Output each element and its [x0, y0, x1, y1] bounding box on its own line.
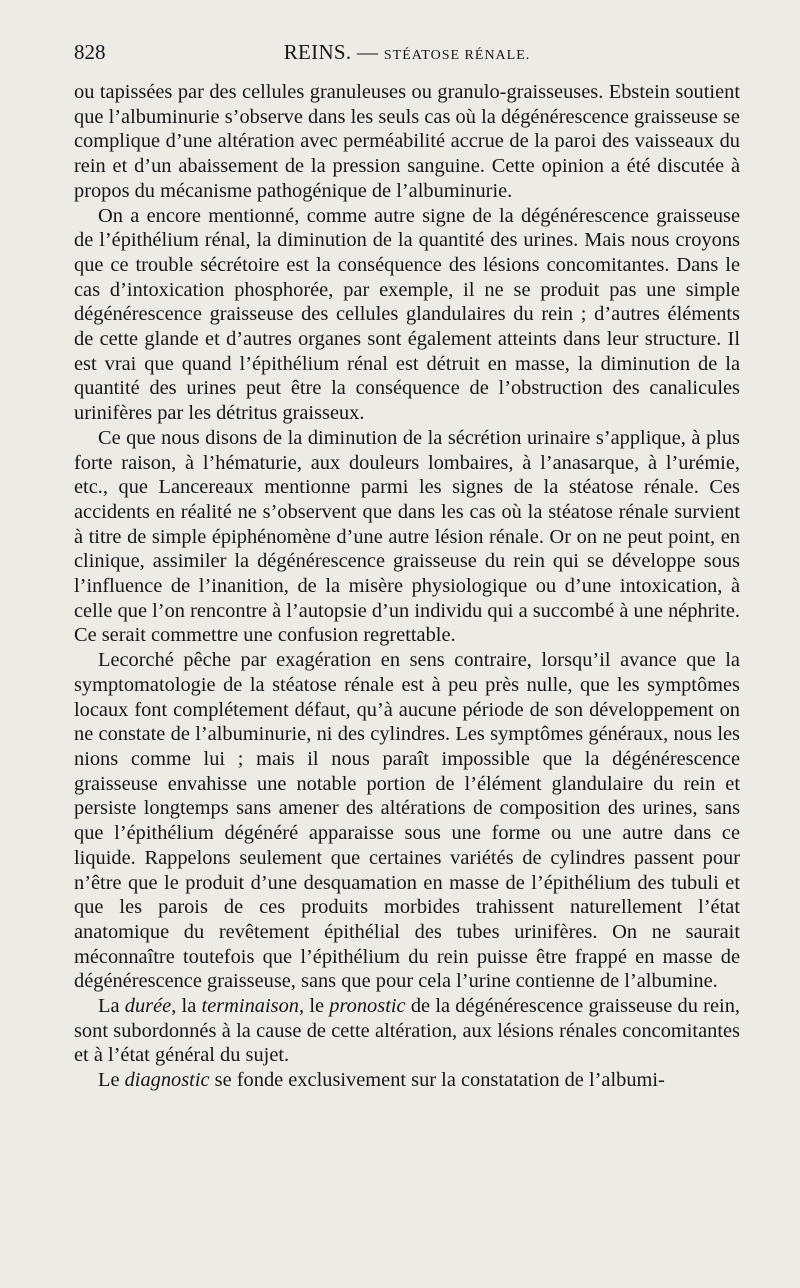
- text-run: , le: [298, 995, 330, 1018]
- italic-term-terminaison: terminaison: [201, 995, 299, 1018]
- italic-term-diagnostic: diagnostic: [124, 1069, 210, 1092]
- paragraph: ou tapissées par des cellules granuleuses ou granulo-graisseuses. Ebstein soutient que l’albuminurie s’observe dans les seuls cas où la dégénérescence graisseuse se complique d’une altération avec perméabilité accrue de la paroi des vaisseaux du rein et d’un abaissement de la pression sanguine. Cette opinion a été discutée à propos du mécanisme pathogénique de l’albuminurie.: [74, 81, 740, 202]
- text-run: Le: [98, 1069, 125, 1092]
- page-number: 828: [74, 40, 106, 64]
- text-run: se fonde exclusivement sur la constatation de l’albumi-: [209, 1069, 665, 1092]
- text-run: La: [98, 995, 125, 1018]
- paragraph: Lecorché pêche par exagération en sens contraire, lorsqu’il avance que la symptomatologie de la stéatose rénale est à peu près nulle, que les symptômes locaux font complétement défaut, qu’à aucune période de son développement on ne constate de l’albuminurie, ni des cylindres. Les symptômes généraux, nous les nions comme lui ; mais il nous paraît impossible que la dégénérescence graisseuse envahisse une notable portion de l’élément glandulaire du rein et persiste longtemps sans amener des altérations de composition des urines, sans que l’épithélium dégénéré apparaisse sous une forme ou une autre dans ce liquide. Rappelons seulement que certaines variétés de cylindres passent pour n’être que le produit d’une desquamation en masse de l’épithélium des tubuli et que les parois de ces produits morbides trahissent naturellement l’état anatomique du revêtement épithélial des tubes urinifères. On ne saurait méconnaître toutefois que l’épithélium du rein puisse être frappé en masse de dégénérescence graisseuse, sans que pour cela l’urine contienne de l’albumine.: [74, 649, 740, 993]
- paragraph: [74, 1068, 740, 1093]
- paragraph: Ce que nous disons de la diminution de la sécrétion urinaire s’applique, à plus forte raison, à l’hématurie, aux douleurs lombaires, à l’anasarque, à l’urémie, etc., que Lancereaux mentionne parmi les signes de la stéatose rénale. Ces accidents en réalité ne s’observent que dans les cas où la stéatose rénale survient à titre de simple épiphénomène d’une autre lésion rénale. Or on ne peut point, en clinique, assimiler la dégénérescence graisseuse du rein qui se développe sous l’influence de l’inanition, de la misère physiologique ou d’une intoxication, à celle que l’on rencontre à l’autopsie d’un individu qui a succombé à une néphrite. Ce serait commettre une confusion regrettable.: [74, 426, 740, 647]
- page-header: [74, 40, 740, 80]
- running-title: [134, 40, 680, 65]
- text-run: de la dégénérescence graisseuse du rein, sont subordonnés à la cause de cette altération, aux lésions rénales concomitantes et à l’état général du sujet.: [74, 995, 740, 1067]
- running-title-subtitle: STÉATOSE RÉNALE.: [383, 48, 531, 63]
- body-text: [74, 80, 740, 1093]
- paragraph: [74, 994, 740, 1068]
- running-title-main: REINS.: [283, 40, 352, 64]
- paragraph: On a encore mentionné, comme autre signe de la dégénérescence graisseuse de l’épithélium rénal, la diminution de la quantité des urines. Mais nous croyons que ce trouble sécrétoire est la conséquence des lésions concomitantes. Dans le cas d’intoxication phosphorée, par exemple, il ne se produit pas une simple dégénérescence graisseuse des cellules glandulaires du rein ; d’autres éléments de cette glande et d’autres organes sont également atteints dans leur structure. Il est vrai que quand l’épithélium rénal est détruit en masse, la diminution de la quantité des urines peut être la conséquence de l’obstruction des canalicules urinifères par les détritus graisseux.: [74, 204, 740, 425]
- italic-term-pronostic: pronostic: [329, 995, 406, 1018]
- italic-term-duree: durée: [124, 995, 172, 1018]
- text-run: , la: [171, 995, 202, 1018]
- running-title-dash: —: [351, 40, 384, 64]
